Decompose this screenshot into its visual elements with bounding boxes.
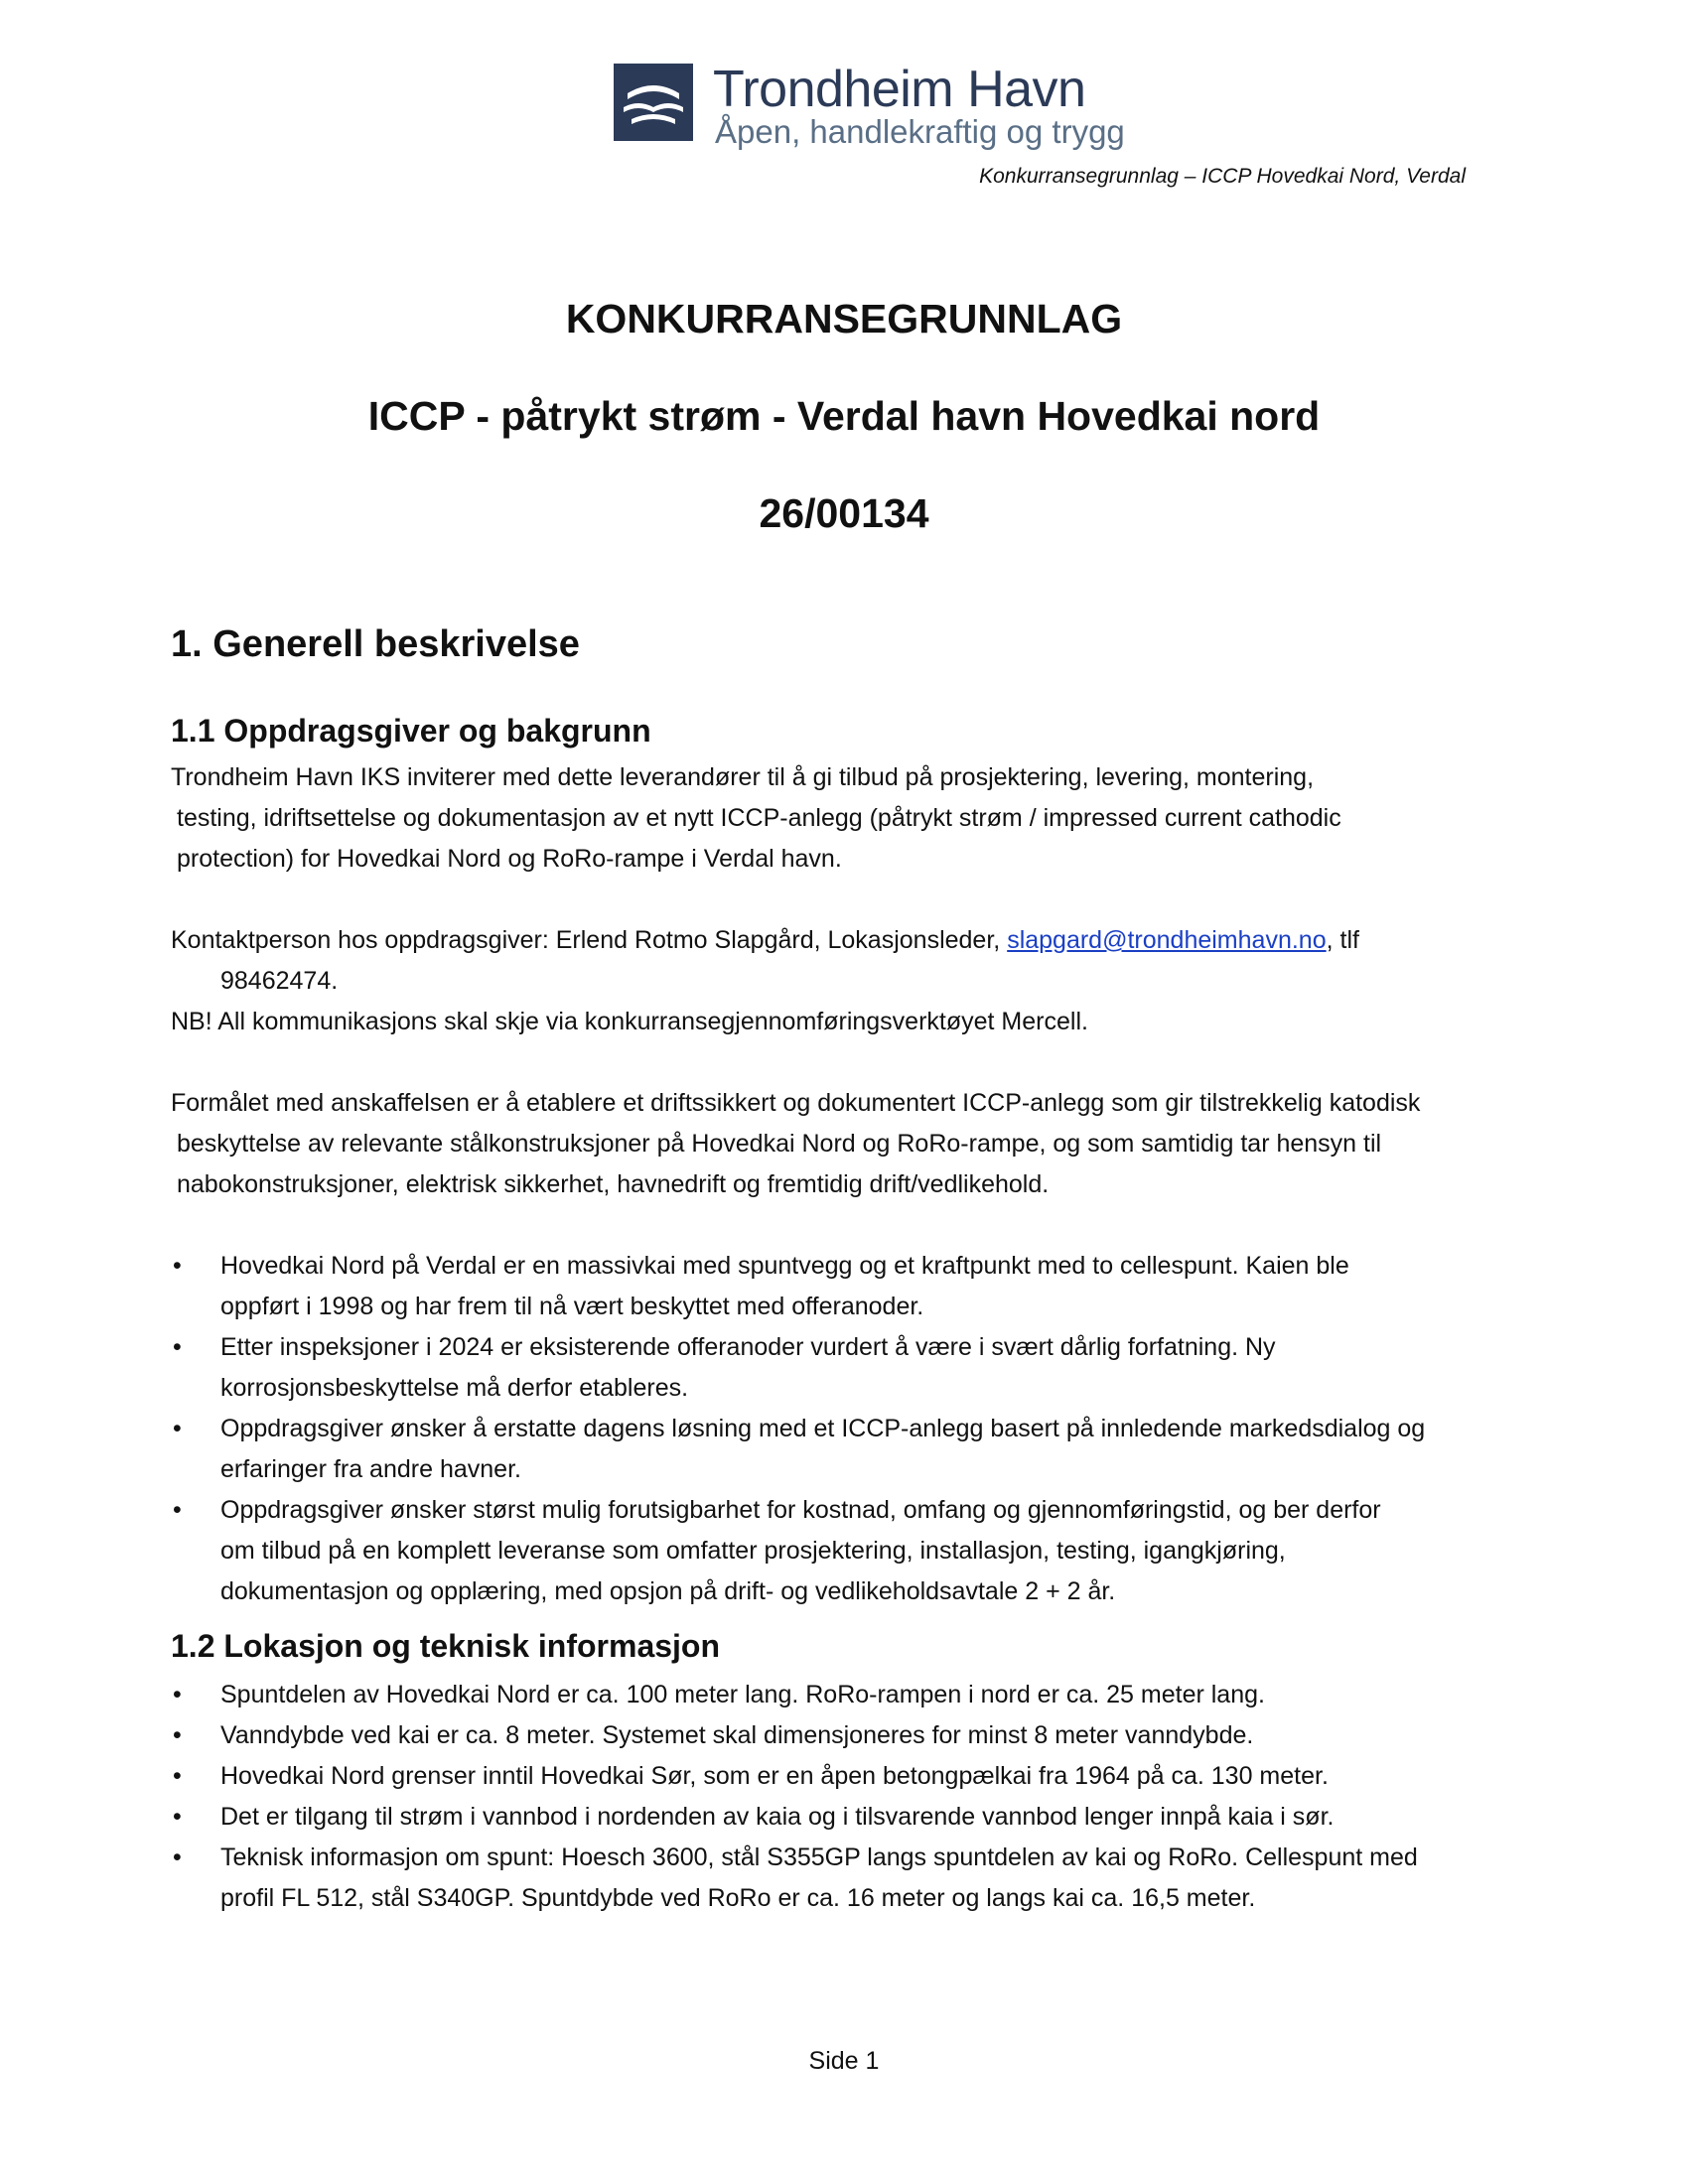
list-item: oppført i 1998 og har frem til nå vært beskyttet med offeranoder. <box>220 1293 924 1320</box>
list-item: profil FL 512, stål S340GP. Spuntdybde ved RoRo er ca. 16 meter og langs kai ca. 16,5 meter. <box>220 1884 1256 1912</box>
bullet-icon: • <box>173 1415 182 1442</box>
list-item: Spuntdelen av Hovedkai Nord er ca. 100 meter lang. RoRo-rampen i nord er ca. 25 meter lang. <box>220 1681 1265 1708</box>
contact-email-link[interactable]: slapgard@trondheimhavn.no <box>1007 926 1327 954</box>
bullet-icon: • <box>173 1333 182 1361</box>
ship-logo-icon <box>614 64 693 141</box>
list-item: Hovedkai Nord grenser inntil Hovedkai Sør, som er en åpen betongpælkai fra 1964 på ca. 130 meter. <box>220 1762 1329 1790</box>
list-item: Vanndybde ved kai er ca. 8 meter. Systemet skal dimensjoneres for minst 8 meter vanndybde. <box>220 1721 1254 1749</box>
bullet-icon: • <box>173 1803 182 1831</box>
trondheim-havn-logo <box>614 61 1125 150</box>
bullet-icon: • <box>173 1681 182 1708</box>
list-item: korrosjonsbeskyttelse må derfor etableres. <box>220 1374 689 1402</box>
bullet-icon: • <box>173 1496 182 1524</box>
section-heading: 1. Generell beskrivelse <box>171 623 580 665</box>
paragraph-line: beskyttelse av relevante stålkonstruksjoner på Hovedkai Nord og RoRo-rampe, og som samtidig tar hensyn til <box>177 1130 1382 1158</box>
logo-tagline: Åpen, handlekraftig og trygg <box>715 113 1125 150</box>
running-header: Konkurransegrunnlag – ICCP Hovedkai Nord, Verdal <box>979 165 1466 188</box>
page-number: Side 1 <box>808 2047 880 2075</box>
case-number: 26/00134 <box>759 490 929 536</box>
subsection-heading: 1.2 Lokasjon og teknisk informasjon <box>171 1628 721 1664</box>
paragraph-line: Formålet med anskaffelsen er å etablere et driftssikkert og dokumentert ICCP-anlegg som gir tilstrekkelig katodisk <box>171 1089 1421 1117</box>
list-item: om tilbud på en komplett leveranse som omfatter prosjektering, installasjon, testing, igangkjøring, <box>220 1537 1286 1565</box>
document-title: KONKURRANSEGRUNNLAG <box>565 296 1123 341</box>
list-item: Teknisk informasjon om spunt: Hoesch 3600, stål S355GP langs spuntdelen av kai og RoRo. Cellespunt med <box>220 1843 1418 1871</box>
bullet-icon: • <box>173 1721 182 1749</box>
subsection-heading: 1.1 Oppdragsgiver og bakgrunn <box>171 713 651 749</box>
contact-text: Kontaktperson hos oppdragsgiver: Erlend Rotmo Slapgård, Lokasjonsleder, <box>171 926 1008 954</box>
contact-phone: 98462474. <box>220 967 339 995</box>
document-subtitle: ICCP - påtrykt strøm - Verdal havn Hovedkai nord <box>367 393 1321 439</box>
paragraph-line: testing, idriftsettelse og dokumentasjon av et nytt ICCP-anlegg (påtrykt strøm / impressed current cathodic <box>177 804 1341 832</box>
list-item: Etter inspeksjoner i 2024 er eksisterende offeranoder vurdert å være i svært dårlig forfatning. Ny <box>220 1333 1276 1361</box>
bullet-icon: • <box>173 1252 182 1280</box>
bullet-icon: • <box>173 1843 182 1871</box>
list-item: Det er tilgang til strøm i vannbod i nordenden av kaia og i tilsvarende vannbod lenger innpå kaia i sør. <box>220 1803 1335 1831</box>
paragraph-line: Trondheim Havn IKS inviterer med dette leverandører til å gi tilbud på prosjektering, levering, montering, <box>171 763 1315 791</box>
list-item: erfaringer fra andre havner. <box>220 1455 521 1483</box>
list-item: dokumentasjon og opplæring, med opsjon på drift- og vedlikeholdsavtale 2 + 2 år. <box>220 1577 1116 1605</box>
list-item: Hovedkai Nord på Verdal er en massivkai med spuntvegg og et kraftpunkt med to cellespunt. Kaien ble <box>220 1252 1349 1280</box>
paragraph-line: protection) for Hovedkai Nord og RoRo-rampe i Verdal havn. <box>177 845 842 873</box>
list-item: Oppdragsgiver ønsker størst mulig forutsigbarhet for kostnad, omfang og gjennomføringstid, og ber derfor <box>220 1496 1381 1524</box>
contact-suffix: , tlf <box>1326 926 1359 954</box>
nb-note: NB! All kommunikasjons skal skje via konkurransegjennomføringsverktøyet Mercell. <box>171 1008 1088 1035</box>
paragraph-line: nabokonstruksjoner, elektrisk sikkerhet, havnedrift og fremtidig drift/vedlikehold. <box>177 1170 1050 1198</box>
bullet-icon: • <box>173 1762 182 1790</box>
contact-line <box>171 925 1359 955</box>
logo-name: Trondheim Havn <box>713 61 1086 118</box>
list-item: Oppdragsgiver ønsker å erstatte dagens løsning med et ICCP-anlegg basert på innledende markedsdialog og <box>220 1415 1426 1442</box>
